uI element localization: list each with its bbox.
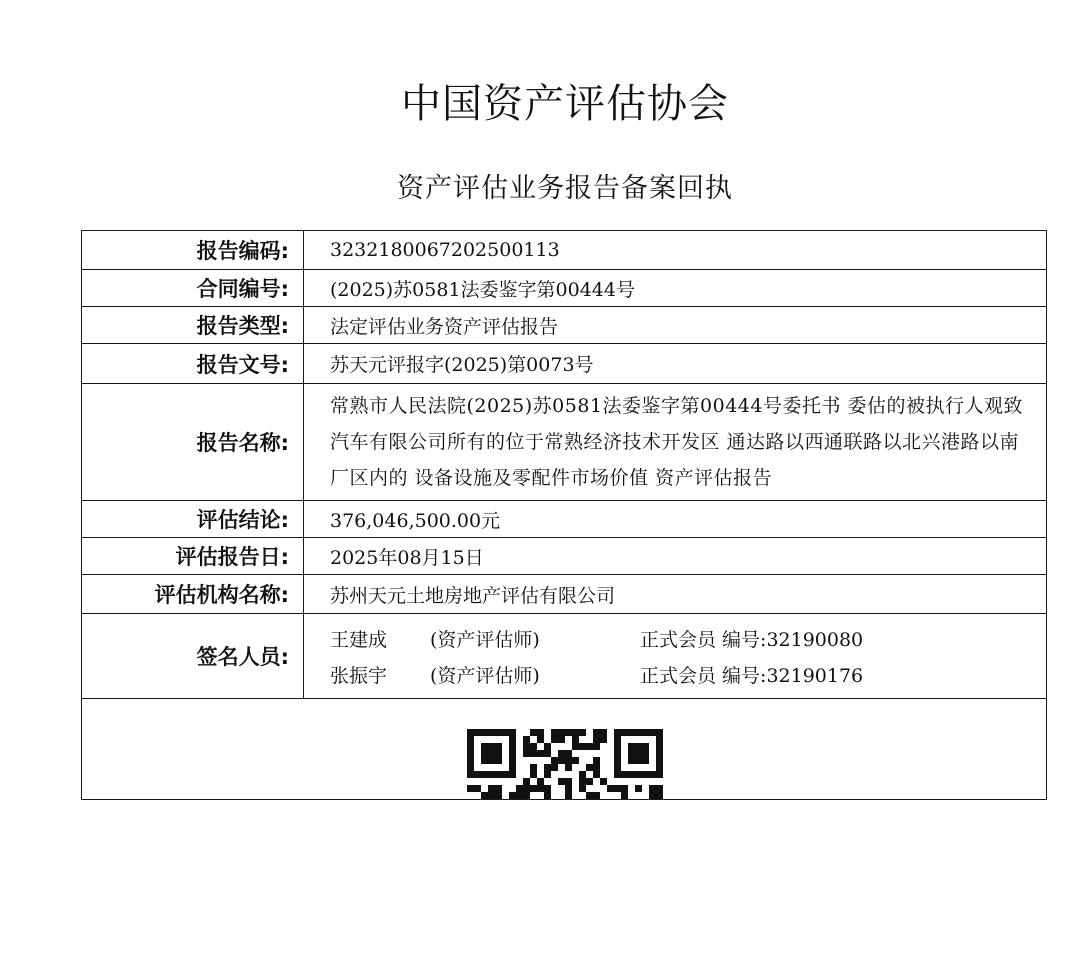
report-doc-no-value: 苏天元评报字(2025)第0073号 — [304, 344, 1047, 384]
signer-name: 王建成 — [330, 628, 388, 651]
contract-no-label: 合同编号: — [82, 270, 304, 307]
org-title: 中国资产评估协会 — [401, 81, 729, 127]
row-agency — [82, 575, 1047, 614]
report-name-label: 报告名称: — [82, 384, 304, 501]
signer-name: 张振宇 — [330, 664, 388, 687]
signer-line — [330, 656, 1034, 692]
row-report-code — [82, 231, 1047, 270]
row-report-doc-no — [82, 344, 1047, 384]
report-code-label: 报告编码: — [82, 231, 304, 270]
report-date-value: 2025年08月15日 — [304, 538, 1047, 575]
row-conclusion — [82, 501, 1047, 538]
report-code-value: 3232180067202500113 — [304, 231, 1047, 270]
agency-value: 苏州天元土地房地产评估有限公司 — [304, 575, 1047, 614]
signers-value — [304, 614, 1047, 699]
conclusion-value: 376,046,500.00元 — [304, 501, 1047, 538]
receipt-table — [81, 230, 1047, 800]
report-type-value: 法定评估业务资产评估报告 — [304, 307, 1047, 344]
signer-line — [330, 620, 1034, 656]
qr-code-svg — [467, 729, 663, 800]
row-report-type — [82, 307, 1047, 344]
qr-code-icon — [467, 729, 663, 800]
report-name-value: 常熟市人民法院(2025)苏0581法委鉴字第00444号委托书 委估的被执行人观致汽车有限公司所有的位于常熟经济技术开发区 通达路以西通联路以北兴港路以南厂区内的 设备设施及零配件市场价值 资产评估报告 — [304, 384, 1047, 501]
signer-membership: 正式会员 编号:32190176 — [640, 664, 864, 687]
row-report-date — [82, 538, 1047, 575]
signer-role: (资产评估师) — [430, 628, 540, 651]
report-type-label: 报告类型: — [82, 307, 304, 344]
conclusion-label: 评估结论: — [82, 501, 304, 538]
document-title: 资产评估业务报告备案回执 — [397, 173, 733, 204]
agency-label: 评估机构名称: — [82, 575, 304, 614]
report-doc-no-label: 报告文号: — [82, 344, 304, 384]
contract-no-value: (2025)苏0581法委鉴字第00444号 — [304, 270, 1047, 307]
row-report-name — [82, 384, 1047, 501]
qr-cell — [82, 699, 1047, 800]
signer-role: (资产评估师) — [430, 664, 540, 687]
row-signers — [82, 614, 1047, 699]
row-qr — [82, 699, 1047, 800]
row-contract-no — [82, 270, 1047, 307]
signer-membership: 正式会员 编号:32190080 — [640, 628, 864, 651]
report-date-label: 评估报告日: — [82, 538, 304, 575]
signers-label: 签名人员: — [82, 614, 304, 699]
